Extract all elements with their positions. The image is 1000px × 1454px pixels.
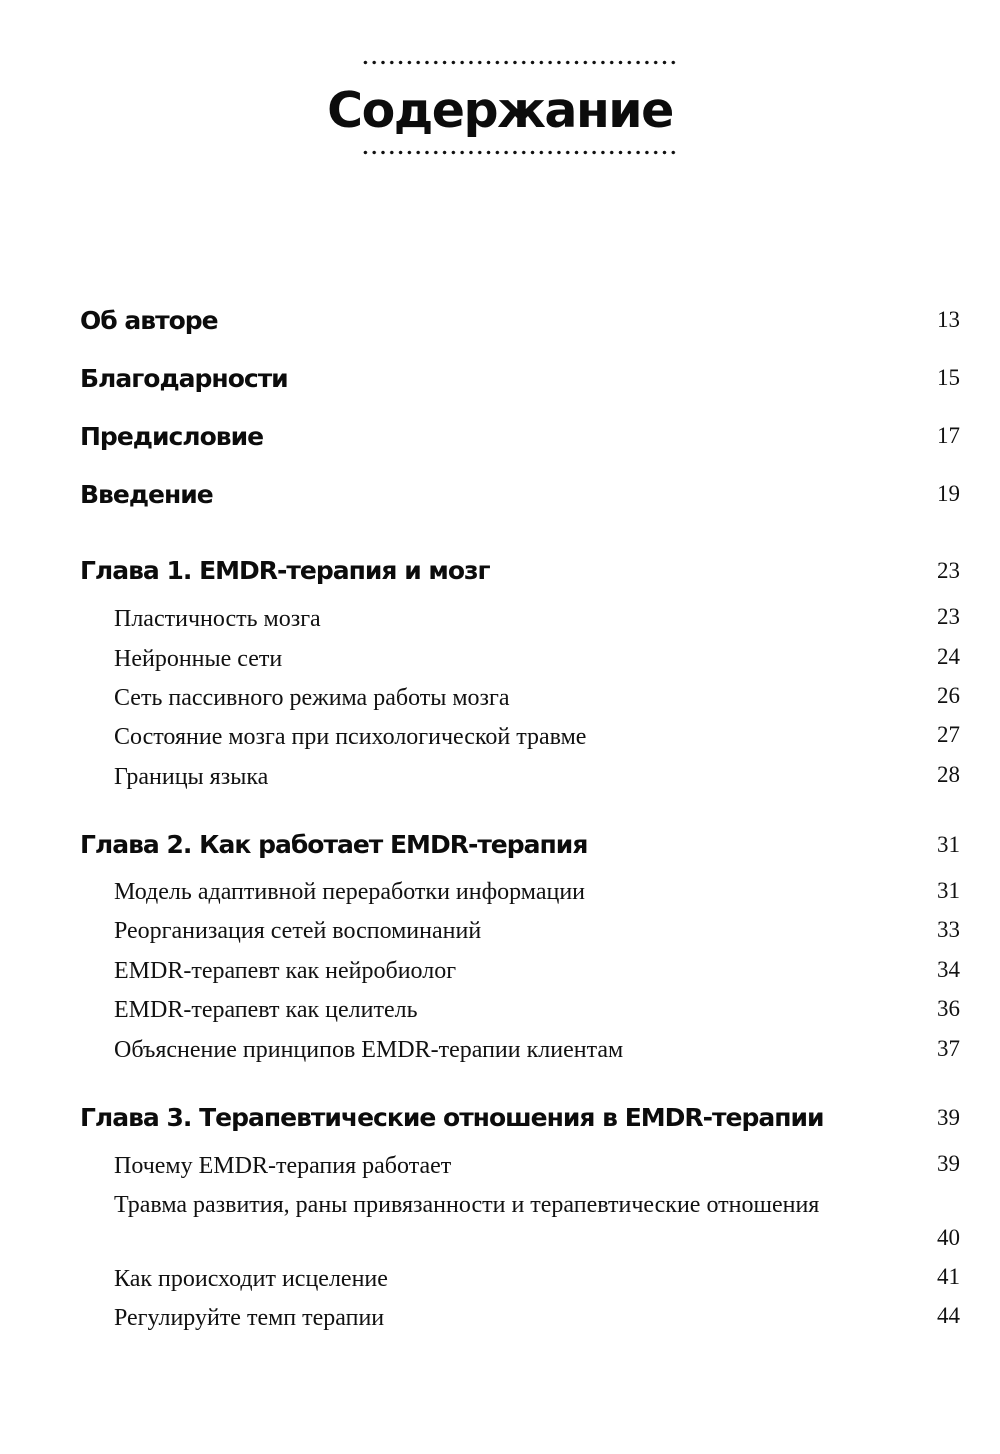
toc-section-item[interactable]: Травма развития, раны привязанности и терапевтические отношения [114,1192,820,1218]
toc-page-number: 28 [937,762,960,787]
toc-section-item[interactable]: Нейронные сети [114,646,283,672]
toc-entry-introduction[interactable]: Введение [80,480,213,509]
page-title: Содержание [327,82,673,139]
toc-chapter-2-heading[interactable]: Глава 2. Как работает EMDR-терапия [80,830,588,859]
toc-page-number: 34 [937,957,960,982]
toc-page-number: 37 [937,1036,960,1061]
toc-page-number: 33 [937,917,960,942]
toc-section-item[interactable]: EMDR-терапевт как нейробиолог [114,958,457,984]
toc-section-item[interactable]: Пластичность мозга [114,606,321,632]
toc-page-number: 23 [937,558,960,583]
toc-page-number: 39 [937,1151,960,1176]
toc-section-item[interactable]: Объяснение принципов EMDR-терапии клиентам [114,1037,624,1063]
toc-page-number: 39 [937,1105,960,1130]
toc-page-number: 13 [937,307,960,332]
toc-page-number: 17 [937,423,960,448]
toc-section-item[interactable]: Сеть пассивного режима работы мозга [114,685,510,711]
toc-entry-about-author[interactable]: Об авторе [80,306,218,335]
toc-page-number: 31 [937,878,960,903]
toc-chapter-1-heading[interactable]: Глава 1. EMDR-терапия и мозг [80,556,490,585]
toc-section-item[interactable]: Границы языка [114,764,269,790]
toc-page-number: 23 [937,604,960,629]
toc-section-item[interactable]: Как происходит исцеление [114,1266,388,1292]
toc-page-number: 31 [937,832,960,857]
toc-page-number: 27 [937,722,960,747]
toc-page-number: 44 [937,1303,960,1328]
toc-page-number: 36 [937,996,960,1021]
toc-page-number: 15 [937,365,960,390]
toc-section-item[interactable]: EMDR-терапевт как целитель [114,997,418,1023]
toc-entry-preface[interactable]: Предисловие [80,422,264,451]
toc-section-item[interactable]: Модель адаптивной переработки информации [114,879,585,905]
toc-page-number: 19 [937,481,960,506]
toc-entry-acknowledgements[interactable]: Благодарности [80,364,288,393]
toc-section-item[interactable]: Реорганизация сетей воспоминаний [114,918,482,944]
toc-page-number: 24 [937,644,960,669]
toc-section-item[interactable]: Регулируйте темп терапии [114,1305,385,1331]
toc-page-number: 26 [937,683,960,708]
toc-page-number: 41 [937,1264,960,1289]
toc-page-number: 40 [937,1225,960,1250]
toc-section-item[interactable]: Состояние мозга при психологической травме [114,724,587,750]
toc-section-item[interactable]: Почему EMDR-терапия работает [114,1153,452,1179]
toc-chapter-3-heading[interactable]: Глава 3. Терапевтические отношения в EMDR-терапии [80,1103,824,1132]
